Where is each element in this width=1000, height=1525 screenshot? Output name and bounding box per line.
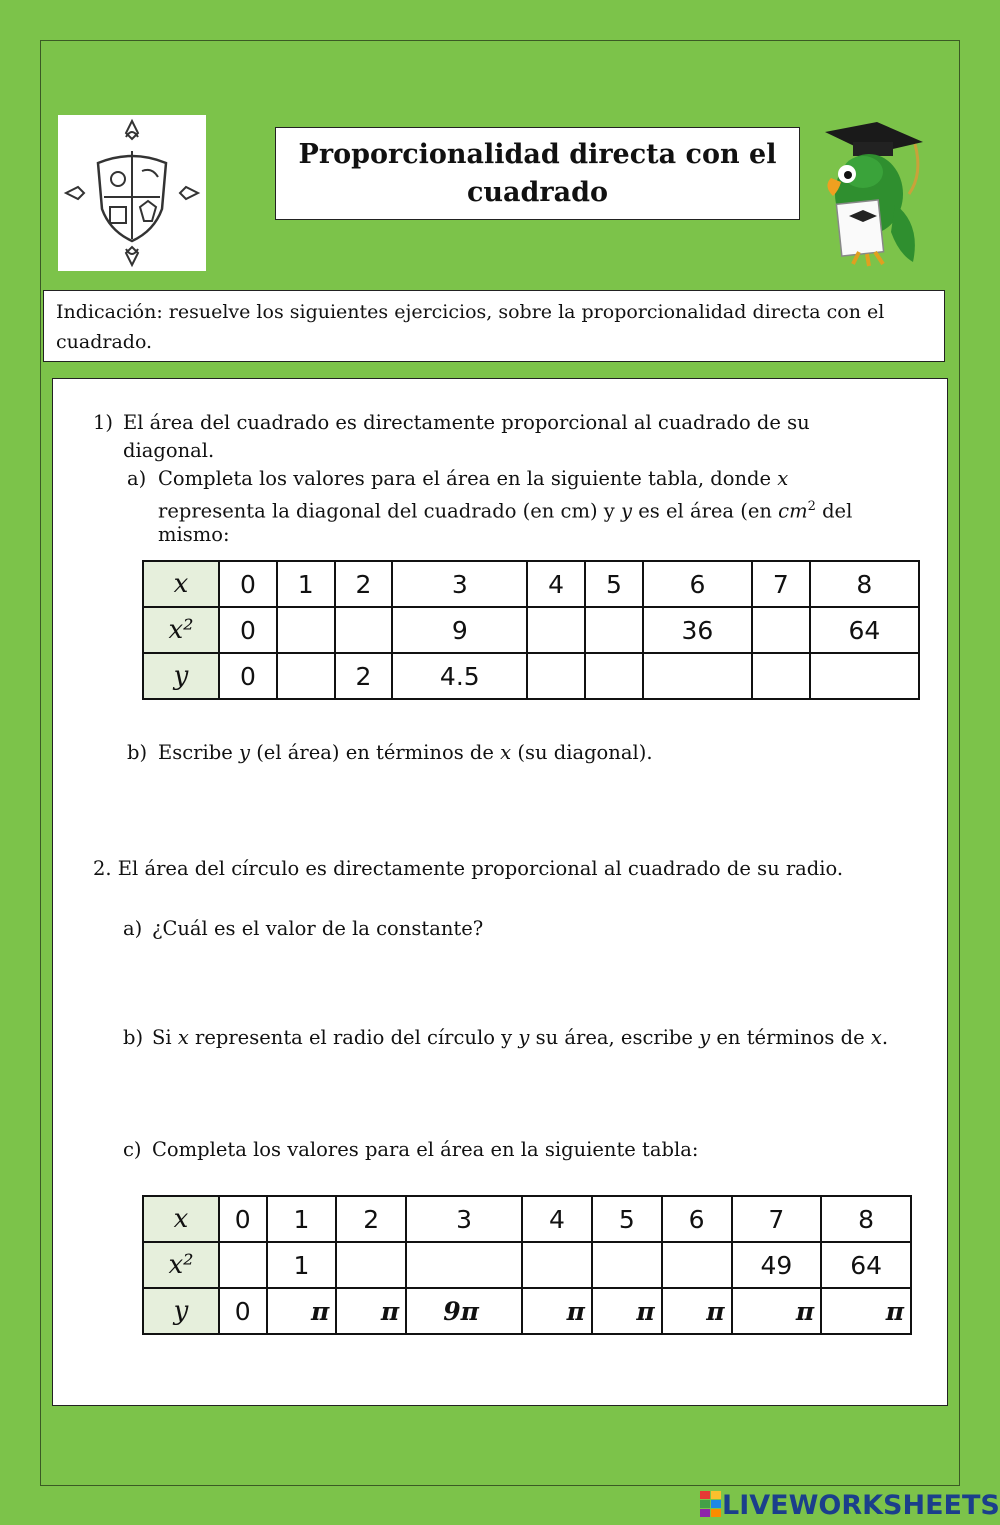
q2b-label: b)	[123, 1026, 144, 1049]
cell: 2	[336, 1196, 406, 1242]
parrot-mascot-illustration	[805, 120, 935, 280]
answer-cell[interactable]	[752, 653, 810, 699]
exercise-panel	[52, 378, 948, 1406]
table-row-y	[143, 653, 919, 699]
answer-cell[interactable]	[277, 653, 335, 699]
table-row-x	[143, 1196, 911, 1242]
cell: 1	[267, 1196, 337, 1242]
cell: 3	[406, 1196, 522, 1242]
cell: 5	[592, 1196, 662, 1242]
liveworksheets-brand[interactable]	[700, 1490, 1000, 1520]
cell: 64	[821, 1242, 911, 1288]
q2-values-table	[142, 1195, 912, 1335]
q2c-text: Completa los valores para el área en la siguiente tabla:	[152, 1138, 699, 1161]
cell: 2	[335, 653, 393, 699]
answer-cell[interactable]	[335, 607, 393, 653]
answer-cell[interactable]	[336, 1242, 406, 1288]
cell: 2	[335, 561, 393, 607]
brand-name: LIVEWORKSHEETS	[722, 1489, 1000, 1521]
cell: 8	[821, 1196, 911, 1242]
answer-cell[interactable]	[406, 1242, 522, 1288]
answer-cell-pi[interactable]: π	[662, 1288, 732, 1334]
q1b-text: Escribe y (el área) en términos de x (su diagonal).	[158, 741, 653, 764]
q1-statement-line2: diagonal.	[123, 439, 215, 462]
q2b-text: Si x representa el radio del círculo y y su área, escribe y en términos de x.	[152, 1026, 889, 1049]
q1-statement-line1: El área del cuadrado es directamente proporcional al cuadrado de su	[123, 411, 810, 434]
table-row-x2	[143, 607, 919, 653]
q1b-label: b)	[127, 741, 148, 764]
answer-cell[interactable]	[752, 607, 810, 653]
cell: 6	[643, 561, 752, 607]
answer-cell[interactable]	[643, 653, 752, 699]
table-row-x	[143, 561, 919, 607]
answer-cell[interactable]	[592, 1242, 662, 1288]
answer-cell-pi[interactable]: π	[336, 1288, 406, 1334]
table-row-x2	[143, 1242, 911, 1288]
q2c-label: c)	[123, 1138, 142, 1161]
cell: 64	[810, 607, 919, 653]
cell: 9	[392, 607, 527, 653]
cell: 4	[522, 1196, 592, 1242]
cell: 36	[643, 607, 752, 653]
table-row-y	[143, 1288, 911, 1334]
cell: 4	[527, 561, 585, 607]
school-crest-logo	[58, 115, 206, 271]
answer-cell[interactable]	[527, 607, 585, 653]
cell: 4.5	[392, 653, 527, 699]
answer-cell[interactable]	[810, 653, 919, 699]
cell: 1	[277, 561, 335, 607]
row-header-x2: x²	[143, 607, 219, 653]
row-header-x: x	[143, 1196, 219, 1242]
cell: 0	[219, 653, 277, 699]
cell-pi: 9π	[406, 1288, 522, 1334]
row-header-y: y	[143, 653, 219, 699]
cell: 0	[219, 1288, 267, 1334]
answer-cell[interactable]	[527, 653, 585, 699]
answer-cell[interactable]	[585, 653, 643, 699]
answer-cell[interactable]	[277, 607, 335, 653]
answer-cell[interactable]	[219, 1242, 267, 1288]
q1-number: 1)	[93, 411, 114, 434]
row-header-y: y	[143, 1288, 219, 1334]
cell: 5	[585, 561, 643, 607]
cell: 7	[732, 1196, 822, 1242]
cell: 3	[392, 561, 527, 607]
answer-cell-pi[interactable]: π	[592, 1288, 662, 1334]
q1a-line3: mismo:	[158, 523, 230, 546]
answer-cell[interactable]	[662, 1242, 732, 1288]
instruction-box	[43, 290, 945, 362]
cell: 7	[752, 561, 810, 607]
q2a-label: a)	[123, 917, 143, 940]
answer-cell-pi[interactable]: π	[732, 1288, 822, 1334]
cell: 49	[732, 1242, 822, 1288]
cell: 0	[219, 1196, 267, 1242]
cell: 0	[219, 561, 277, 607]
row-header-x2: x²	[143, 1242, 219, 1288]
cell: 0	[219, 607, 277, 653]
q1a-label: a)	[127, 467, 147, 490]
q1a-line1: Completa los valores para el área en la siguiente tabla, donde x	[158, 467, 789, 490]
title-box	[275, 127, 800, 220]
answer-cell-pi[interactable]: π	[522, 1288, 592, 1334]
cell: 6	[662, 1196, 732, 1242]
liveworksheets-logo-icon	[700, 1491, 722, 1519]
page-title: Proporcionalidad directa con el cuadrado	[298, 138, 777, 208]
q2-statement: 2. El área del círculo es directamente proporcional al cuadrado de su radio.	[93, 857, 844, 880]
answer-cell-pi[interactable]: π	[821, 1288, 911, 1334]
q1-values-table	[142, 560, 920, 700]
row-header-x: x	[143, 561, 219, 607]
cell: 8	[810, 561, 919, 607]
answer-cell[interactable]	[585, 607, 643, 653]
answer-cell[interactable]	[522, 1242, 592, 1288]
instruction-text: Indicación: resuelve los siguientes ejercicios, sobre la proporcionalidad directa con el cuadrado.	[56, 301, 885, 353]
q2a-text: ¿Cuál es el valor de la constante?	[152, 917, 484, 940]
answer-cell-pi[interactable]: π	[267, 1288, 337, 1334]
cell: 1	[267, 1242, 337, 1288]
q1a-line2: representa la diagonal del cuadrado (en cm) y y es el área (en $cm^2$ del	[158, 499, 853, 523]
